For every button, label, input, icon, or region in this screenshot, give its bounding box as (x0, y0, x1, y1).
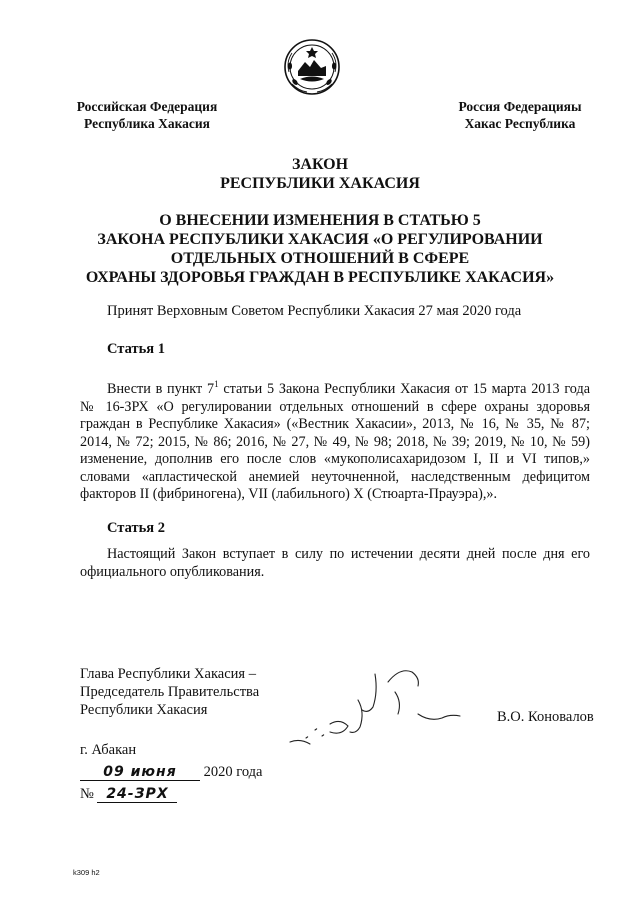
law-subtitle-line2: ЗАКОНА РЕСПУБЛИКИ ХАКАСИЯ «О РЕГУЛИРОВАНИИ (97, 231, 543, 248)
law-title-line2: РЕСПУБЛИКИ ХАКАСИЯ (220, 175, 420, 192)
date-year: 2020 года (203, 764, 263, 780)
header-left-line1: Российская Федерация (76, 99, 218, 114)
handwritten-date: 09 июня (80, 764, 200, 781)
coat-of-arms-emblem (283, 38, 341, 96)
adoption-statement: Принят Верховным Советом Республики Хакасия 27 мая 2020 года (107, 303, 522, 319)
law-title-line1: ЗАКОН (291, 156, 349, 173)
signatory-name: В.О. Коновалов (497, 709, 594, 725)
signatory-title (80, 665, 259, 719)
article-1-heading: Статья 1 (107, 341, 165, 357)
law-subtitle-line4: ОХРАНЫ ЗДОРОВЬЯ ГРАЖДАН В РЕСПУБЛИКЕ ХАКАСИЯ» (85, 269, 555, 286)
number-prefix: № (80, 786, 94, 802)
law-title (80, 155, 560, 193)
article-1-text (80, 376, 590, 504)
footer-code: k309 h2 (73, 868, 100, 877)
law-subtitle-line3: ОТДЕЛЬНЫХ ОТНОШЕНИЙ В СФЕРЕ (170, 250, 470, 267)
place-of-signing: г. Абакан (80, 742, 137, 758)
article-2-text: Настоящий Закон вступает в силу по истечении десяти дней после дня его официального опубликования. (80, 546, 590, 580)
header-right-line2: Хакас Республика (464, 116, 576, 131)
law-subtitle (80, 211, 560, 287)
article-1-text-start: Внести в пункт 7 (107, 381, 215, 397)
handwritten-signature (270, 652, 470, 752)
article-1-superscript: 1 (214, 379, 219, 389)
article-2-heading: Статья 2 (107, 520, 165, 536)
signatory-title-line3: Республики Хакасия (80, 702, 208, 718)
header-right-line1: Россия Федерацияы (458, 99, 582, 114)
handwritten-number: 24-ЗРХ (97, 786, 177, 803)
signing-date (80, 764, 262, 781)
header-right (446, 98, 594, 132)
law-subtitle-line1: О ВНЕСЕНИИ ИЗМЕНЕНИЯ В СТАТЬЮ 5 (159, 212, 481, 229)
header-left-line2: Республика Хакасия (84, 116, 210, 131)
signatory-title-line2: Председатель Правительства (80, 684, 260, 700)
article-1-text-rest: статьи 5 Закона Республики Хакасия от 15 марта 2013 года № 16-ЗРХ «О регулировании отдельных отношений в сфере охраны здоровья граждан в Республике Хакасия» («Вестник Хакасии», 2013, № 16, № 35, № 87; 2014, № 72; 2015, № 86; 2016, № 27, № 49, № 98; 2018, № 39; 2019, № 10, № 59) изменение, дополнив его после слов «мукополисахаридозом I, II и VI типов,» словами «апластической анемией неуточненной, наследственным дефицитом факторов II (фибриногена), VII (лабильного) X (Стюарта-Прауэра),». (80, 381, 590, 502)
header-left (72, 98, 222, 132)
signatory-title-line1: Глава Республики Хакасия – (80, 666, 256, 682)
law-number (80, 786, 177, 803)
